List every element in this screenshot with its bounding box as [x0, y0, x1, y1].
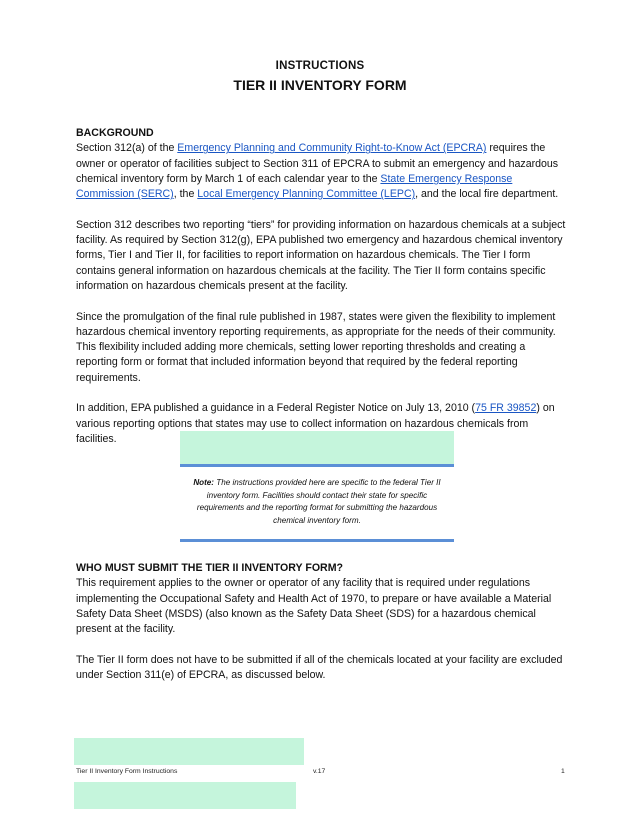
text-run: requires the owner or operator of facilities subject to Section 311 of EPCRA to submit an emergency and hazardous chemical inventory form by March 1 of each calendar year to the [76, 142, 559, 185]
epcra-link[interactable]: Emergency Planning and Community Right-to-Know Act (EPCRA) [177, 142, 487, 155]
who-paragraph-2: The Tier II form does not have to be submitted if all of the chemicals located at your facility are excluded under Section 311(e) of EPCRA, as discussed below. [76, 653, 563, 682]
text-run: , and the local fire department. [415, 188, 559, 201]
background-section [76, 126, 568, 447]
who-paragraph-1: This requirement applies to the owner or operator of any facility that is required under regulations implementing the Occupational Safety and Health Act of 1970, to prepare or have available a Material Safety Data Sheet (MSDS) (also known as the Safety Data Sheet (SDS) for a hazardous chemical present at the facility. [76, 577, 552, 636]
instructions-label: INSTRUCTIONS [275, 60, 365, 72]
background-paragraph-1 [76, 141, 568, 202]
footer-highlight-band-top [74, 738, 304, 765]
footer-title: Tier II Inventory Form Instructions [76, 768, 178, 775]
background-paragraph-2: Section 312 describes two reporting “tiers” for providing information on hazardous chemicals at a subject facility. As required by Section 312(g), EPA published two emergency and hazardous chemical inventory forms, Tier I and Tier II, for facilities to report information on hazardous chemicals. The Tier I form contains general information on hazardous chemicals at the facility. The Tier II form contains specific information on hazardous chemicals present at the facility. [76, 218, 566, 292]
footer-version: v.17 [313, 768, 326, 775]
highlight-band [180, 431, 454, 464]
serc-link[interactable]: State Emergency Response Commission (SERC) [76, 172, 513, 201]
text-run: Section 312(a) of the [76, 142, 178, 155]
note-body: The instructions provided here are specific to the federal Tier II inventory form. Facilities should contact their state for specific requirements and the reporting format for submitting the hazardous chemical inventory form. [196, 478, 441, 525]
text-run: ) on various reporting options that states may use to collect information on hazardous chemicals from facilities. [76, 402, 555, 445]
background-paragraph-3: Since the promulgation of the final rule published in 1987, states were given the flexibility to implement hazardous chemical inventory reporting requirements, as appropriate for the needs of their community. This flexibility included adding more chemicals, setting lower reporting thresholds and creating a reporting form or format that included information beyond that required by the federal reporting requirements. [76, 310, 556, 384]
footer-highlight-band-bottom [74, 782, 296, 809]
lepc-link[interactable]: Local Emergency Planning Committee (LEPC) [197, 188, 416, 201]
note-text [192, 477, 442, 527]
who-must-submit-heading: WHO MUST SUBMIT THE TIER II INVENTORY FORM? [76, 562, 344, 574]
background-heading: BACKGROUND [76, 127, 154, 139]
text-run: In addition, EPA published a guidance in a Federal Register Notice on July 13, 2010 ( [76, 402, 476, 415]
page-title: TIER II INVENTORY FORM [233, 77, 407, 93]
who-must-submit-section [76, 561, 568, 683]
note-box [180, 464, 454, 542]
note-label: Note: [193, 478, 214, 487]
federal-register-link[interactable]: 75 FR 39852 [475, 402, 537, 415]
page-number: 1 [561, 768, 565, 775]
text-run: , the [173, 188, 198, 201]
